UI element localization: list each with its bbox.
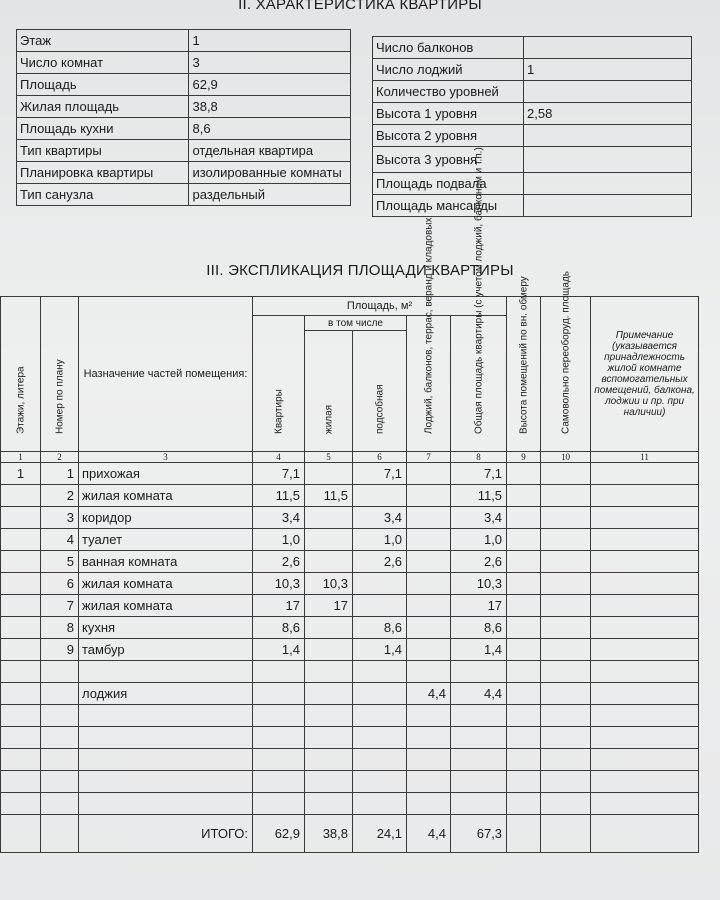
cell-empty: [591, 727, 699, 749]
characteristic-row: [17, 52, 351, 74]
cell-name: [79, 727, 253, 749]
totals-row: [1, 815, 699, 853]
cell-empty: [507, 793, 541, 815]
cell-living: [305, 749, 353, 771]
cell-empty: [507, 463, 541, 485]
characteristics-right-table: [372, 36, 692, 217]
cell-aux: 1,4: [353, 639, 407, 661]
column-number: 3: [79, 452, 253, 463]
characteristic-row: [373, 59, 692, 81]
characteristic-value: 8,6: [189, 118, 351, 140]
column-number: 1: [1, 452, 41, 463]
cell-loggia: [407, 573, 451, 595]
cell-empty: [507, 529, 541, 551]
table-row: [1, 595, 699, 617]
cell-loggia: [407, 529, 451, 551]
cell-empty: [591, 661, 699, 683]
cell-empty: [507, 661, 541, 683]
cell-empty: [591, 463, 699, 485]
cell-loggia: 4,4: [407, 683, 451, 705]
cell-total: [451, 771, 507, 793]
characteristic-label: Площадь подвала: [373, 173, 524, 195]
cell-aux: [353, 683, 407, 705]
characteristic-label: Жилая площадь: [17, 96, 189, 118]
cell-total: 7,1: [451, 463, 507, 485]
cell-living: [305, 639, 353, 661]
cell-total: 4,4: [451, 683, 507, 705]
cell-total: [451, 705, 507, 727]
column-number: 10: [541, 452, 591, 463]
column-number: 6: [353, 452, 407, 463]
cell-loggia: [407, 793, 451, 815]
cell-name: тамбур: [79, 639, 253, 661]
table-row: [1, 749, 699, 771]
cell-floor: [1, 793, 41, 815]
characteristic-row: [17, 96, 351, 118]
cell-empty: [591, 573, 699, 595]
cell-floor: [1, 683, 41, 705]
cell-living: [305, 551, 353, 573]
characteristic-row: [373, 103, 692, 125]
cell-floor: 1: [1, 463, 41, 485]
totals-label: ИТОГО:: [79, 815, 253, 853]
column-numbers-row: [1, 452, 699, 463]
characteristic-row: [373, 195, 692, 217]
cell-empty: [541, 661, 591, 683]
cell-aux: 2,6: [353, 551, 407, 573]
column-number: 2: [41, 452, 79, 463]
table-row: [1, 661, 699, 683]
cell-flat: 1,4: [253, 639, 305, 661]
cell-empty: [541, 683, 591, 705]
total-overall: 67,3: [451, 815, 507, 853]
cell-living: [305, 727, 353, 749]
header-loggia: Лоджий, балконов, террас, веранд и кладовых: [407, 316, 451, 452]
characteristic-row: [373, 147, 692, 173]
cell-total: 2,6: [451, 551, 507, 573]
characteristic-row: [17, 30, 351, 52]
cell-empty: [591, 749, 699, 771]
characteristic-value: 38,8: [189, 96, 351, 118]
cell-living: [305, 529, 353, 551]
table-row: [1, 727, 699, 749]
cell-empty: [591, 507, 699, 529]
cell-empty: [591, 705, 699, 727]
cell-no: 5: [41, 551, 79, 573]
characteristic-label: Число комнат: [17, 52, 189, 74]
cell-name: жилая комната: [79, 485, 253, 507]
cell-loggia: [407, 595, 451, 617]
table-row: [1, 683, 699, 705]
cell-flat: 11,5: [253, 485, 305, 507]
cell-empty: [591, 771, 699, 793]
cell-loggia: [407, 617, 451, 639]
cell-floor: [1, 529, 41, 551]
cell-living: [305, 617, 353, 639]
cell-flat: [253, 771, 305, 793]
cell-flat: 17: [253, 595, 305, 617]
section-3-title: III. ЭКСПЛИКАЦИЯ ПЛОЩАДИ КВАРТИРЫ: [206, 262, 514, 279]
cell-floor: [1, 573, 41, 595]
cell-floor: [1, 749, 41, 771]
cell-aux: 7,1: [353, 463, 407, 485]
cell-floor: [1, 661, 41, 683]
column-number: 8: [451, 452, 507, 463]
characteristic-value: [524, 125, 692, 147]
total-aux: 24,1: [353, 815, 407, 853]
characteristic-label: Тип квартиры: [17, 140, 189, 162]
cell-empty: [507, 683, 541, 705]
cell-no: [41, 749, 79, 771]
cell-empty: [541, 551, 591, 573]
cell-aux: [353, 771, 407, 793]
characteristic-row: [373, 81, 692, 103]
cell-aux: 8,6: [353, 617, 407, 639]
cell-loggia: [407, 639, 451, 661]
cell-no: 7: [41, 595, 79, 617]
cell-empty: [591, 595, 699, 617]
cell-flat: 2,6: [253, 551, 305, 573]
cell-name: лоджия: [79, 683, 253, 705]
cell-total: 8,6: [451, 617, 507, 639]
cell-floor: [1, 595, 41, 617]
table-row: [1, 551, 699, 573]
cell-total: 1,0: [451, 529, 507, 551]
characteristic-value: 1: [189, 30, 351, 52]
cell-empty: [541, 529, 591, 551]
cell-empty: [541, 639, 591, 661]
cell-loggia: [407, 485, 451, 507]
cell-empty: [507, 573, 541, 595]
cell-no: 4: [41, 529, 79, 551]
cell-flat: [253, 661, 305, 683]
cell-name: прихожая: [79, 463, 253, 485]
header-height: Высота помещений по вн. обмеру: [507, 297, 541, 452]
cell-flat: 8,6: [253, 617, 305, 639]
cell-total: 1,4: [451, 639, 507, 661]
cell-loggia: [407, 705, 451, 727]
characteristic-value: 1: [524, 59, 692, 81]
table-row: [1, 507, 699, 529]
cell-name: кухня: [79, 617, 253, 639]
cell-aux: [353, 661, 407, 683]
cell-living: [305, 705, 353, 727]
cell-empty: [507, 551, 541, 573]
header-total: Общая площадь квартиры (с учетом лоджий, балконом и т.п.): [451, 316, 507, 452]
cell-living: 17: [305, 595, 353, 617]
characteristic-value: [524, 147, 692, 173]
cell-empty: [507, 705, 541, 727]
cell-living: [305, 463, 353, 485]
cell-empty: [507, 485, 541, 507]
characteristic-value: изолированные комнаты: [189, 162, 351, 184]
cell-floor: [1, 639, 41, 661]
cell-flat: [253, 749, 305, 771]
cell-empty: [541, 595, 591, 617]
cell-flat: 10,3: [253, 573, 305, 595]
cell-no: [41, 793, 79, 815]
header-living: жилая: [305, 331, 353, 452]
cell-aux: 3,4: [353, 507, 407, 529]
cell-loggia: [407, 749, 451, 771]
cell-total: 3,4: [451, 507, 507, 529]
header-plan-number: Номер по плану: [41, 297, 79, 452]
cell-total: [451, 727, 507, 749]
cell-empty: [591, 529, 699, 551]
cell-empty: [541, 727, 591, 749]
cell-aux: [353, 485, 407, 507]
cell-no: [41, 727, 79, 749]
characteristic-value: отдельная квартира: [189, 140, 351, 162]
cell-living: [305, 793, 353, 815]
cell-no: 3: [41, 507, 79, 529]
cell-floor: [1, 617, 41, 639]
cell-name: ванная комната: [79, 551, 253, 573]
header-area: Площадь, м²: [253, 297, 507, 316]
cell-name: жилая комната: [79, 573, 253, 595]
cell-aux: 1,0: [353, 529, 407, 551]
cell-name: [79, 705, 253, 727]
cell-no: 6: [41, 573, 79, 595]
table-row: [1, 573, 699, 595]
header-purpose: Назначение частей помещения:: [79, 297, 253, 452]
cell-empty: [507, 617, 541, 639]
cell-name: [79, 749, 253, 771]
column-number: 9: [507, 452, 541, 463]
cell-aux: [353, 705, 407, 727]
header-note: Примечание (указывается принадлежность жилой комнате вспомогательных помещений, балкона, лоджии и пр. при наличии): [591, 297, 699, 452]
characteristic-label: Планировка квартиры: [17, 162, 189, 184]
total-living: 38,8: [305, 815, 353, 853]
characteristic-value: 3: [189, 52, 351, 74]
cell-total: 10,3: [451, 573, 507, 595]
characteristic-row: [373, 37, 692, 59]
cell-empty: [507, 639, 541, 661]
cell-floor: [1, 727, 41, 749]
cell-aux: [353, 595, 407, 617]
cell-loggia: [407, 661, 451, 683]
cell-name: коридор: [79, 507, 253, 529]
cell-empty: [541, 573, 591, 595]
characteristic-label: Площадь кухни: [17, 118, 189, 140]
cell-aux: [353, 749, 407, 771]
cell-empty: [591, 551, 699, 573]
characteristic-row: [373, 125, 692, 147]
characteristic-label: Число лоджий: [373, 59, 524, 81]
header-floor: Этажи, литера: [1, 297, 41, 452]
characteristic-value: [524, 81, 692, 103]
characteristic-row: [17, 118, 351, 140]
table-row: [1, 771, 699, 793]
cell-flat: 7,1: [253, 463, 305, 485]
total-flat: 62,9: [253, 815, 305, 853]
cell-aux: [353, 793, 407, 815]
cell-flat: [253, 793, 305, 815]
characteristic-label: Число балконов: [373, 37, 524, 59]
cell-no: 8: [41, 617, 79, 639]
table-row: [1, 485, 699, 507]
cell-aux: [353, 573, 407, 595]
column-number: 7: [407, 452, 451, 463]
cell-no: [41, 771, 79, 793]
characteristics-left-table: [16, 29, 351, 206]
cell-name: [79, 771, 253, 793]
characteristic-label: Тип санузла: [17, 184, 189, 206]
header-flat: Квартиры: [253, 316, 305, 452]
characteristic-label: Высота 1 уровня: [373, 103, 524, 125]
cell-empty: [507, 771, 541, 793]
cell-flat: [253, 705, 305, 727]
cell-empty: [541, 485, 591, 507]
cell-loggia: [407, 551, 451, 573]
cell-empty: [591, 793, 699, 815]
cell-empty: [591, 485, 699, 507]
table-row: [1, 793, 699, 815]
cell-floor: [1, 551, 41, 573]
cell-living: [305, 771, 353, 793]
cell-no: [41, 661, 79, 683]
column-number: 4: [253, 452, 305, 463]
cell-flat: 1,0: [253, 529, 305, 551]
section-2-title: II. ХАРАКТЕРИСТИКА КВАРТИРЫ: [238, 0, 482, 13]
characteristic-value: раздельный: [189, 184, 351, 206]
characteristic-value: 62,9: [189, 74, 351, 96]
characteristic-row: [17, 74, 351, 96]
header-aux: подсобная: [353, 331, 407, 452]
cell-flat: [253, 683, 305, 705]
table-row: [1, 705, 699, 727]
cell-empty: [541, 749, 591, 771]
cell-total: [451, 793, 507, 815]
cell-living: 11,5: [305, 485, 353, 507]
cell-no: [41, 683, 79, 705]
column-number: 5: [305, 452, 353, 463]
cell-empty: [541, 705, 591, 727]
cell-empty: [591, 617, 699, 639]
characteristic-label: Высота 3 уровня: [373, 147, 524, 173]
characteristic-label: Количество уровней: [373, 81, 524, 103]
total-loggia: 4,4: [407, 815, 451, 853]
cell-floor: [1, 705, 41, 727]
table-row: [1, 639, 699, 661]
cell-total: 17: [451, 595, 507, 617]
cell-name: [79, 793, 253, 815]
cell-empty: [591, 683, 699, 705]
cell-total: [451, 749, 507, 771]
cell-empty: [507, 727, 541, 749]
cell-empty: [507, 507, 541, 529]
cell-no: [41, 705, 79, 727]
table-row: [1, 617, 699, 639]
cell-loggia: [407, 507, 451, 529]
characteristic-label: Этаж: [17, 30, 189, 52]
cell-living: [305, 661, 353, 683]
cell-name: жилая комната: [79, 595, 253, 617]
characteristic-value: [524, 195, 692, 217]
characteristic-label: Площадь мансарды: [373, 195, 524, 217]
cell-empty: [541, 771, 591, 793]
cell-floor: [1, 485, 41, 507]
column-number: 11: [591, 452, 699, 463]
cell-no: 9: [41, 639, 79, 661]
cell-loggia: [407, 727, 451, 749]
table-row: [1, 463, 699, 485]
cell-total: 11,5: [451, 485, 507, 507]
cell-total: [451, 661, 507, 683]
cell-empty: [507, 595, 541, 617]
cell-aux: [353, 727, 407, 749]
cell-empty: [541, 617, 591, 639]
characteristic-value: 2,58: [524, 103, 692, 125]
cell-name: туалет: [79, 529, 253, 551]
header-self-rebuilt: Самовольно переоборуд. площадь: [541, 297, 591, 452]
cell-empty: [541, 463, 591, 485]
cell-no: 2: [41, 485, 79, 507]
cell-empty: [591, 639, 699, 661]
characteristic-value: [524, 173, 692, 195]
cell-empty: [541, 507, 591, 529]
table-row: [1, 529, 699, 551]
cell-living: 10,3: [305, 573, 353, 595]
cell-empty: [507, 749, 541, 771]
cell-flat: 3,4: [253, 507, 305, 529]
cell-living: [305, 683, 353, 705]
cell-floor: [1, 507, 41, 529]
cell-loggia: [407, 771, 451, 793]
cell-flat: [253, 727, 305, 749]
characteristic-row: [17, 184, 351, 206]
cell-loggia: [407, 463, 451, 485]
header-including: в том числе: [305, 316, 407, 331]
characteristic-row: [373, 173, 692, 195]
cell-name: [79, 661, 253, 683]
characteristic-row: [17, 162, 351, 184]
characteristic-value: [524, 37, 692, 59]
characteristic-label: Высота 2 уровня: [373, 125, 524, 147]
cell-floor: [1, 771, 41, 793]
characteristic-label: Площадь: [17, 74, 189, 96]
cell-empty: [541, 793, 591, 815]
characteristic-row: [17, 140, 351, 162]
cell-no: 1: [41, 463, 79, 485]
cell-living: [305, 507, 353, 529]
